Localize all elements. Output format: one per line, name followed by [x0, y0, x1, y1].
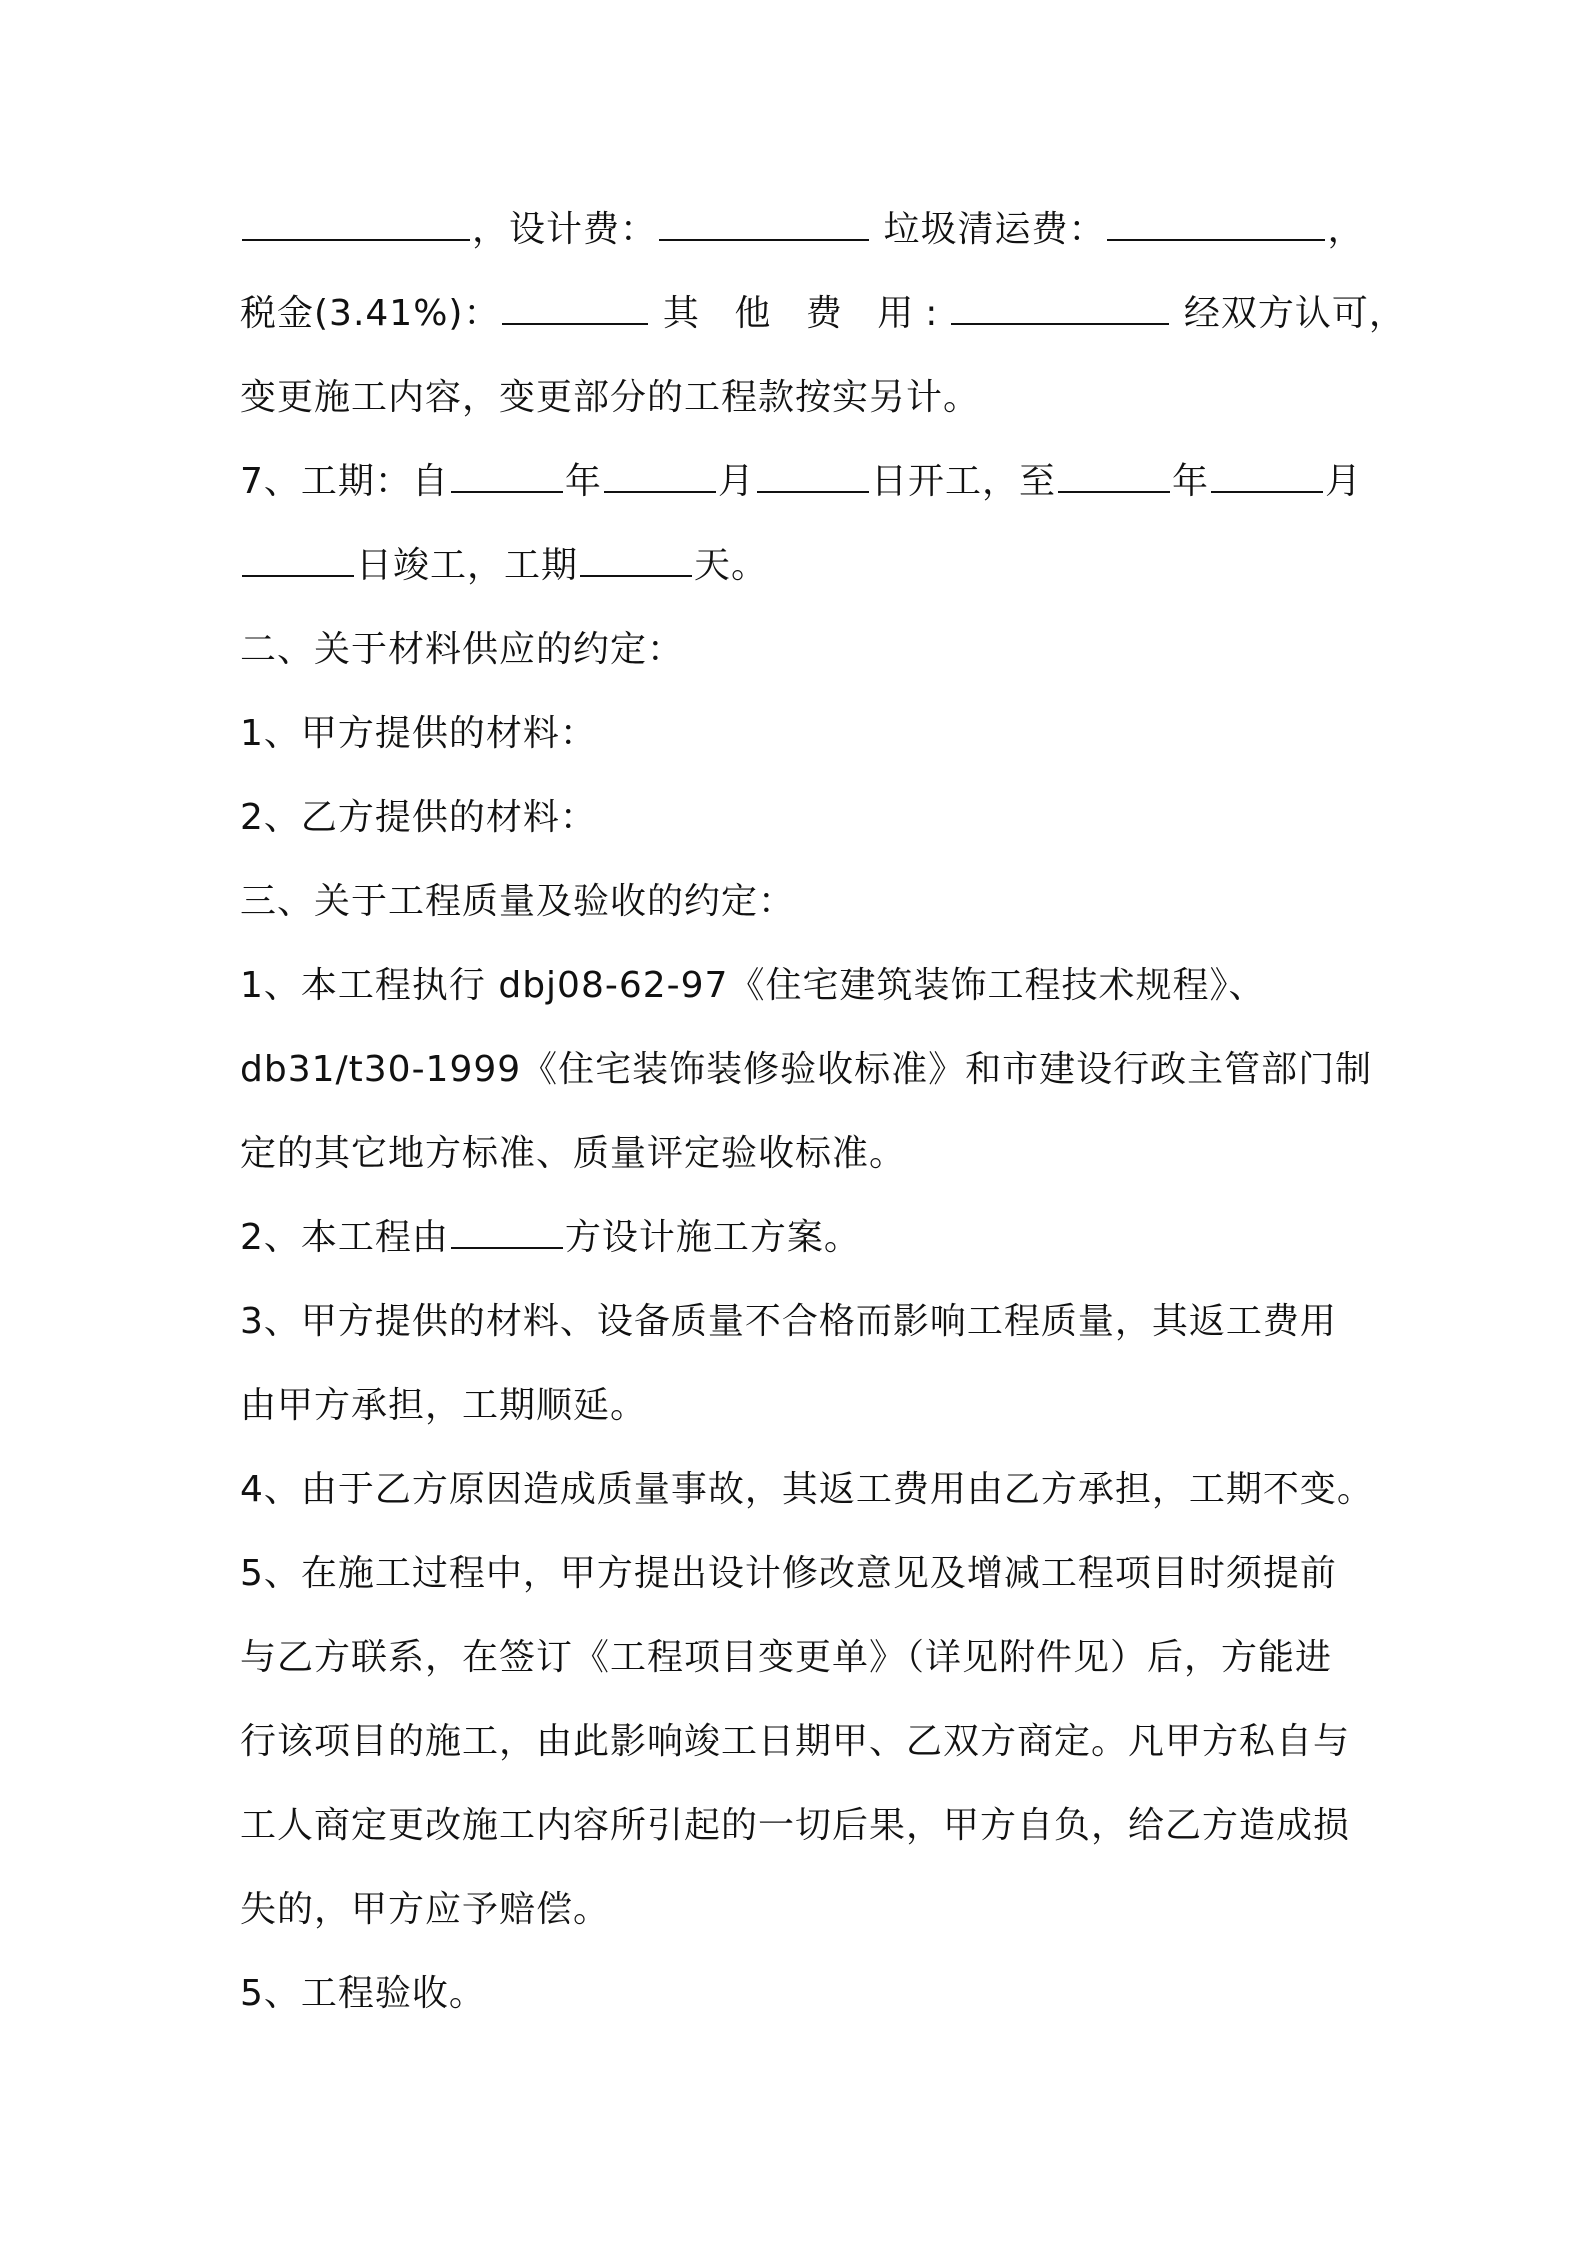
text-segment: 年 — [1171, 461, 1209, 502]
period-line — [240, 452, 1370, 512]
blank-field — [659, 203, 869, 241]
blank-field — [1211, 455, 1323, 493]
paragraph-line: 失的，甲方应予赔偿。 — [240, 1889, 611, 1930]
tax-line — [240, 284, 1406, 344]
fee-line — [240, 200, 1370, 260]
blank-field — [604, 455, 716, 493]
text-segment: 7、工期：自 — [240, 461, 449, 502]
text-segment: 月 — [717, 461, 755, 502]
paragraph-line: 4、由于乙方原因造成质量事故，其返工费用由乙方承担，工期不变。 — [240, 1469, 1374, 1510]
paragraph-line: 5、工程验收。 — [240, 1973, 486, 2014]
section-heading: 二、关于材料供应的约定： — [240, 629, 685, 670]
blank-field — [451, 1211, 563, 1249]
period-line-end — [240, 536, 1370, 596]
paragraph-line: 定的其它地方标准、质量评定验收标准。 — [240, 1133, 907, 1174]
blank-field — [757, 455, 869, 493]
blank-field — [951, 287, 1169, 325]
blank-field — [1058, 455, 1170, 493]
text-segment: 2、本工程由 — [240, 1217, 449, 1258]
paragraph-line: 5、在施工过程中，甲方提出设计修改意见及增减工程项目时须提前 — [240, 1553, 1337, 1594]
design-party-line — [240, 1208, 1370, 1268]
text-segment: 方设计施工方案。 — [564, 1217, 861, 1258]
paragraph-line: 3、甲方提供的材料、设备质量不合格而影响工程质量，其返工费用 — [240, 1301, 1337, 1342]
paragraph-line: 变更施工内容，变更部分的工程款按实另计。 — [240, 377, 981, 418]
blank-field — [242, 539, 354, 577]
text-segment: 经双方认可， — [1183, 293, 1406, 334]
text-segment: 月 — [1324, 461, 1362, 502]
blank-field — [1107, 203, 1325, 241]
paragraph-line: 1、甲方提供的材料： — [240, 713, 597, 754]
text-segment: 年 — [564, 461, 602, 502]
blank-field — [451, 455, 563, 493]
garbage-fee-label: 垃圾清运费： — [883, 209, 1106, 250]
text-segment: ， — [1327, 209, 1365, 250]
paragraph-line: 1、本工程执行 dbj08-62-97《住宅建筑装饰工程技术规程》、 — [240, 965, 1266, 1006]
blank-field — [580, 539, 692, 577]
paragraph-line: 与乙方联系，在签订《工程项目变更单》（详见附件见）后，方能进 — [240, 1637, 1333, 1678]
other-fee-label: 其 他 费 用: — [662, 293, 950, 334]
design-fee-label: ，设计费： — [472, 209, 658, 250]
blank-field — [502, 287, 648, 325]
paragraph-line: db31/t30-1999《住宅装饰装修验收标准》和市建设行政主管部门制 — [240, 1049, 1373, 1090]
text-segment: 日开工，至 — [870, 461, 1056, 502]
text-segment: 日竣工，工期 — [356, 545, 579, 586]
paragraph-line: 工人商定更改施工内容所引起的一切后果，甲方自负，给乙方造成损 — [240, 1805, 1351, 1846]
text-segment: 天。 — [694, 545, 769, 586]
paragraph-line: 2、乙方提供的材料： — [240, 797, 597, 838]
paragraph-line: 行该项目的施工，由此影响竣工日期甲、乙双方商定。凡甲方私自与 — [240, 1721, 1351, 1762]
tax-label: 税金(3.41%)： — [240, 293, 501, 334]
blank-field — [242, 203, 470, 241]
paragraph-line: 由甲方承担，工期顺延。 — [240, 1385, 648, 1426]
section-heading: 三、关于工程质量及验收的约定： — [240, 881, 796, 922]
